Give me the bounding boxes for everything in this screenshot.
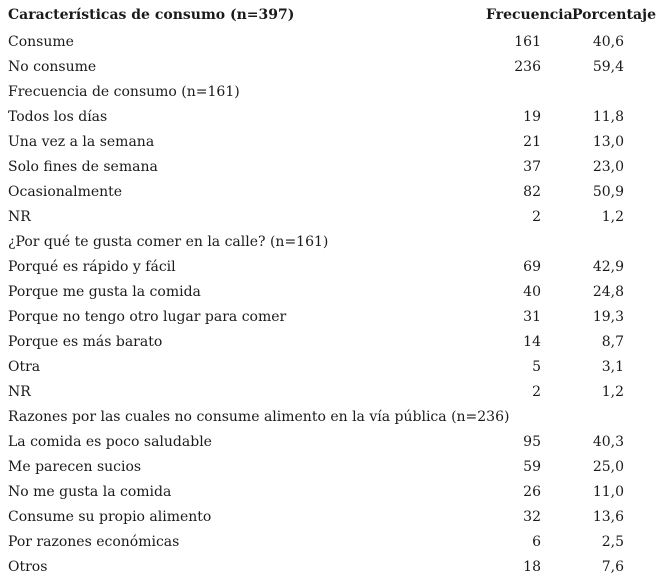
row-percentage: 1,2 <box>601 209 624 225</box>
row-label: ¿Por qué te gusta comer en la calle? (n=161) <box>8 234 329 250</box>
row-frequency: 14 <box>523 334 541 350</box>
table-row <box>0 505 657 530</box>
row-label: Ocasionalmente <box>8 184 123 200</box>
row-percentage: 7,6 <box>601 559 624 575</box>
row-percentage: 13,6 <box>592 509 624 525</box>
row-percentage: 24,8 <box>592 284 624 300</box>
row-frequency: 21 <box>523 134 541 150</box>
row-frequency: 37 <box>523 159 541 175</box>
row-percentage: 25,0 <box>592 459 624 475</box>
row-percentage: 50,9 <box>592 184 624 200</box>
row-frequency: 31 <box>523 309 541 325</box>
row-frequency: 82 <box>523 184 541 200</box>
table-row <box>0 80 657 105</box>
row-label: Solo fines de semana <box>8 159 158 175</box>
row-label: Por razones económicas <box>8 534 180 550</box>
table-row <box>0 130 657 155</box>
row-percentage: 11,8 <box>592 109 624 125</box>
table-row <box>0 280 657 305</box>
row-label: Porque no tengo otro lugar para comer <box>8 309 287 325</box>
table-row <box>0 105 657 130</box>
header-frequency: Frecuencia <box>486 7 573 23</box>
row-frequency: 40 <box>523 284 541 300</box>
row-percentage: 19,3 <box>592 309 624 325</box>
row-label: NR <box>8 384 31 400</box>
row-label: Otros <box>8 559 48 575</box>
row-label: No consume <box>8 59 97 75</box>
row-frequency: 69 <box>523 259 541 275</box>
row-label: Porque es más barato <box>8 334 163 350</box>
table-row <box>0 180 657 205</box>
row-label: Consume su propio alimento <box>8 509 212 525</box>
header-characteristic: Características de consumo (n=397) <box>8 7 295 23</box>
row-label: No me gusta la comida <box>8 484 172 500</box>
table-row <box>0 405 657 430</box>
row-label: Una vez a la semana <box>8 134 155 150</box>
header-percentage: Porcentaje <box>572 7 656 23</box>
row-percentage: 23,0 <box>592 159 624 175</box>
table-row <box>0 530 657 555</box>
row-percentage: 3,1 <box>601 359 624 375</box>
row-label: Me parecen sucios <box>8 459 142 475</box>
row-frequency: 26 <box>523 484 541 500</box>
row-label: Razones por las cuales no consume alimento en la vía pública (n=236) <box>8 409 510 425</box>
row-label: La comida es poco saludable <box>8 434 212 450</box>
row-frequency: 2 <box>532 209 541 225</box>
table-row <box>0 480 657 505</box>
table-body <box>0 30 657 580</box>
row-frequency: 95 <box>523 434 541 450</box>
table-row <box>0 305 657 330</box>
row-frequency: 2 <box>532 384 541 400</box>
row-label: Porque me gusta la comida <box>8 284 201 300</box>
table-row <box>0 205 657 230</box>
row-frequency: 59 <box>523 459 541 475</box>
row-frequency: 5 <box>532 359 541 375</box>
row-frequency: 32 <box>523 509 541 525</box>
table-row <box>0 355 657 380</box>
row-percentage: 59,4 <box>592 59 624 75</box>
row-percentage: 1,2 <box>601 384 624 400</box>
row-label: Otra <box>8 359 41 375</box>
row-label: Consume <box>8 34 74 50</box>
table-row <box>0 255 657 280</box>
row-percentage: 40,3 <box>592 434 624 450</box>
row-percentage: 13,0 <box>592 134 624 150</box>
row-frequency: 6 <box>532 534 541 550</box>
row-percentage: 11,0 <box>592 484 624 500</box>
table-row <box>0 430 657 455</box>
row-percentage: 42,9 <box>592 259 624 275</box>
table-row <box>0 230 657 255</box>
row-frequency: 161 <box>514 34 541 50</box>
row-label: Frecuencia de consumo (n=161) <box>8 84 240 100</box>
row-percentage: 2,5 <box>601 534 624 550</box>
row-frequency: 18 <box>523 559 541 575</box>
table-row <box>0 55 657 80</box>
table-header <box>0 0 657 30</box>
row-percentage: 40,6 <box>592 34 624 50</box>
row-frequency: 236 <box>514 59 541 75</box>
table-row <box>0 380 657 405</box>
row-percentage: 8,7 <box>601 334 624 350</box>
table-row <box>0 555 657 580</box>
row-label: Todos los días <box>8 109 108 125</box>
table-row <box>0 155 657 180</box>
table-row <box>0 330 657 355</box>
row-label: NR <box>8 209 31 225</box>
table-row <box>0 455 657 480</box>
row-label: Porqué es rápido y fácil <box>8 259 176 275</box>
table-row <box>0 30 657 55</box>
row-frequency: 19 <box>523 109 541 125</box>
